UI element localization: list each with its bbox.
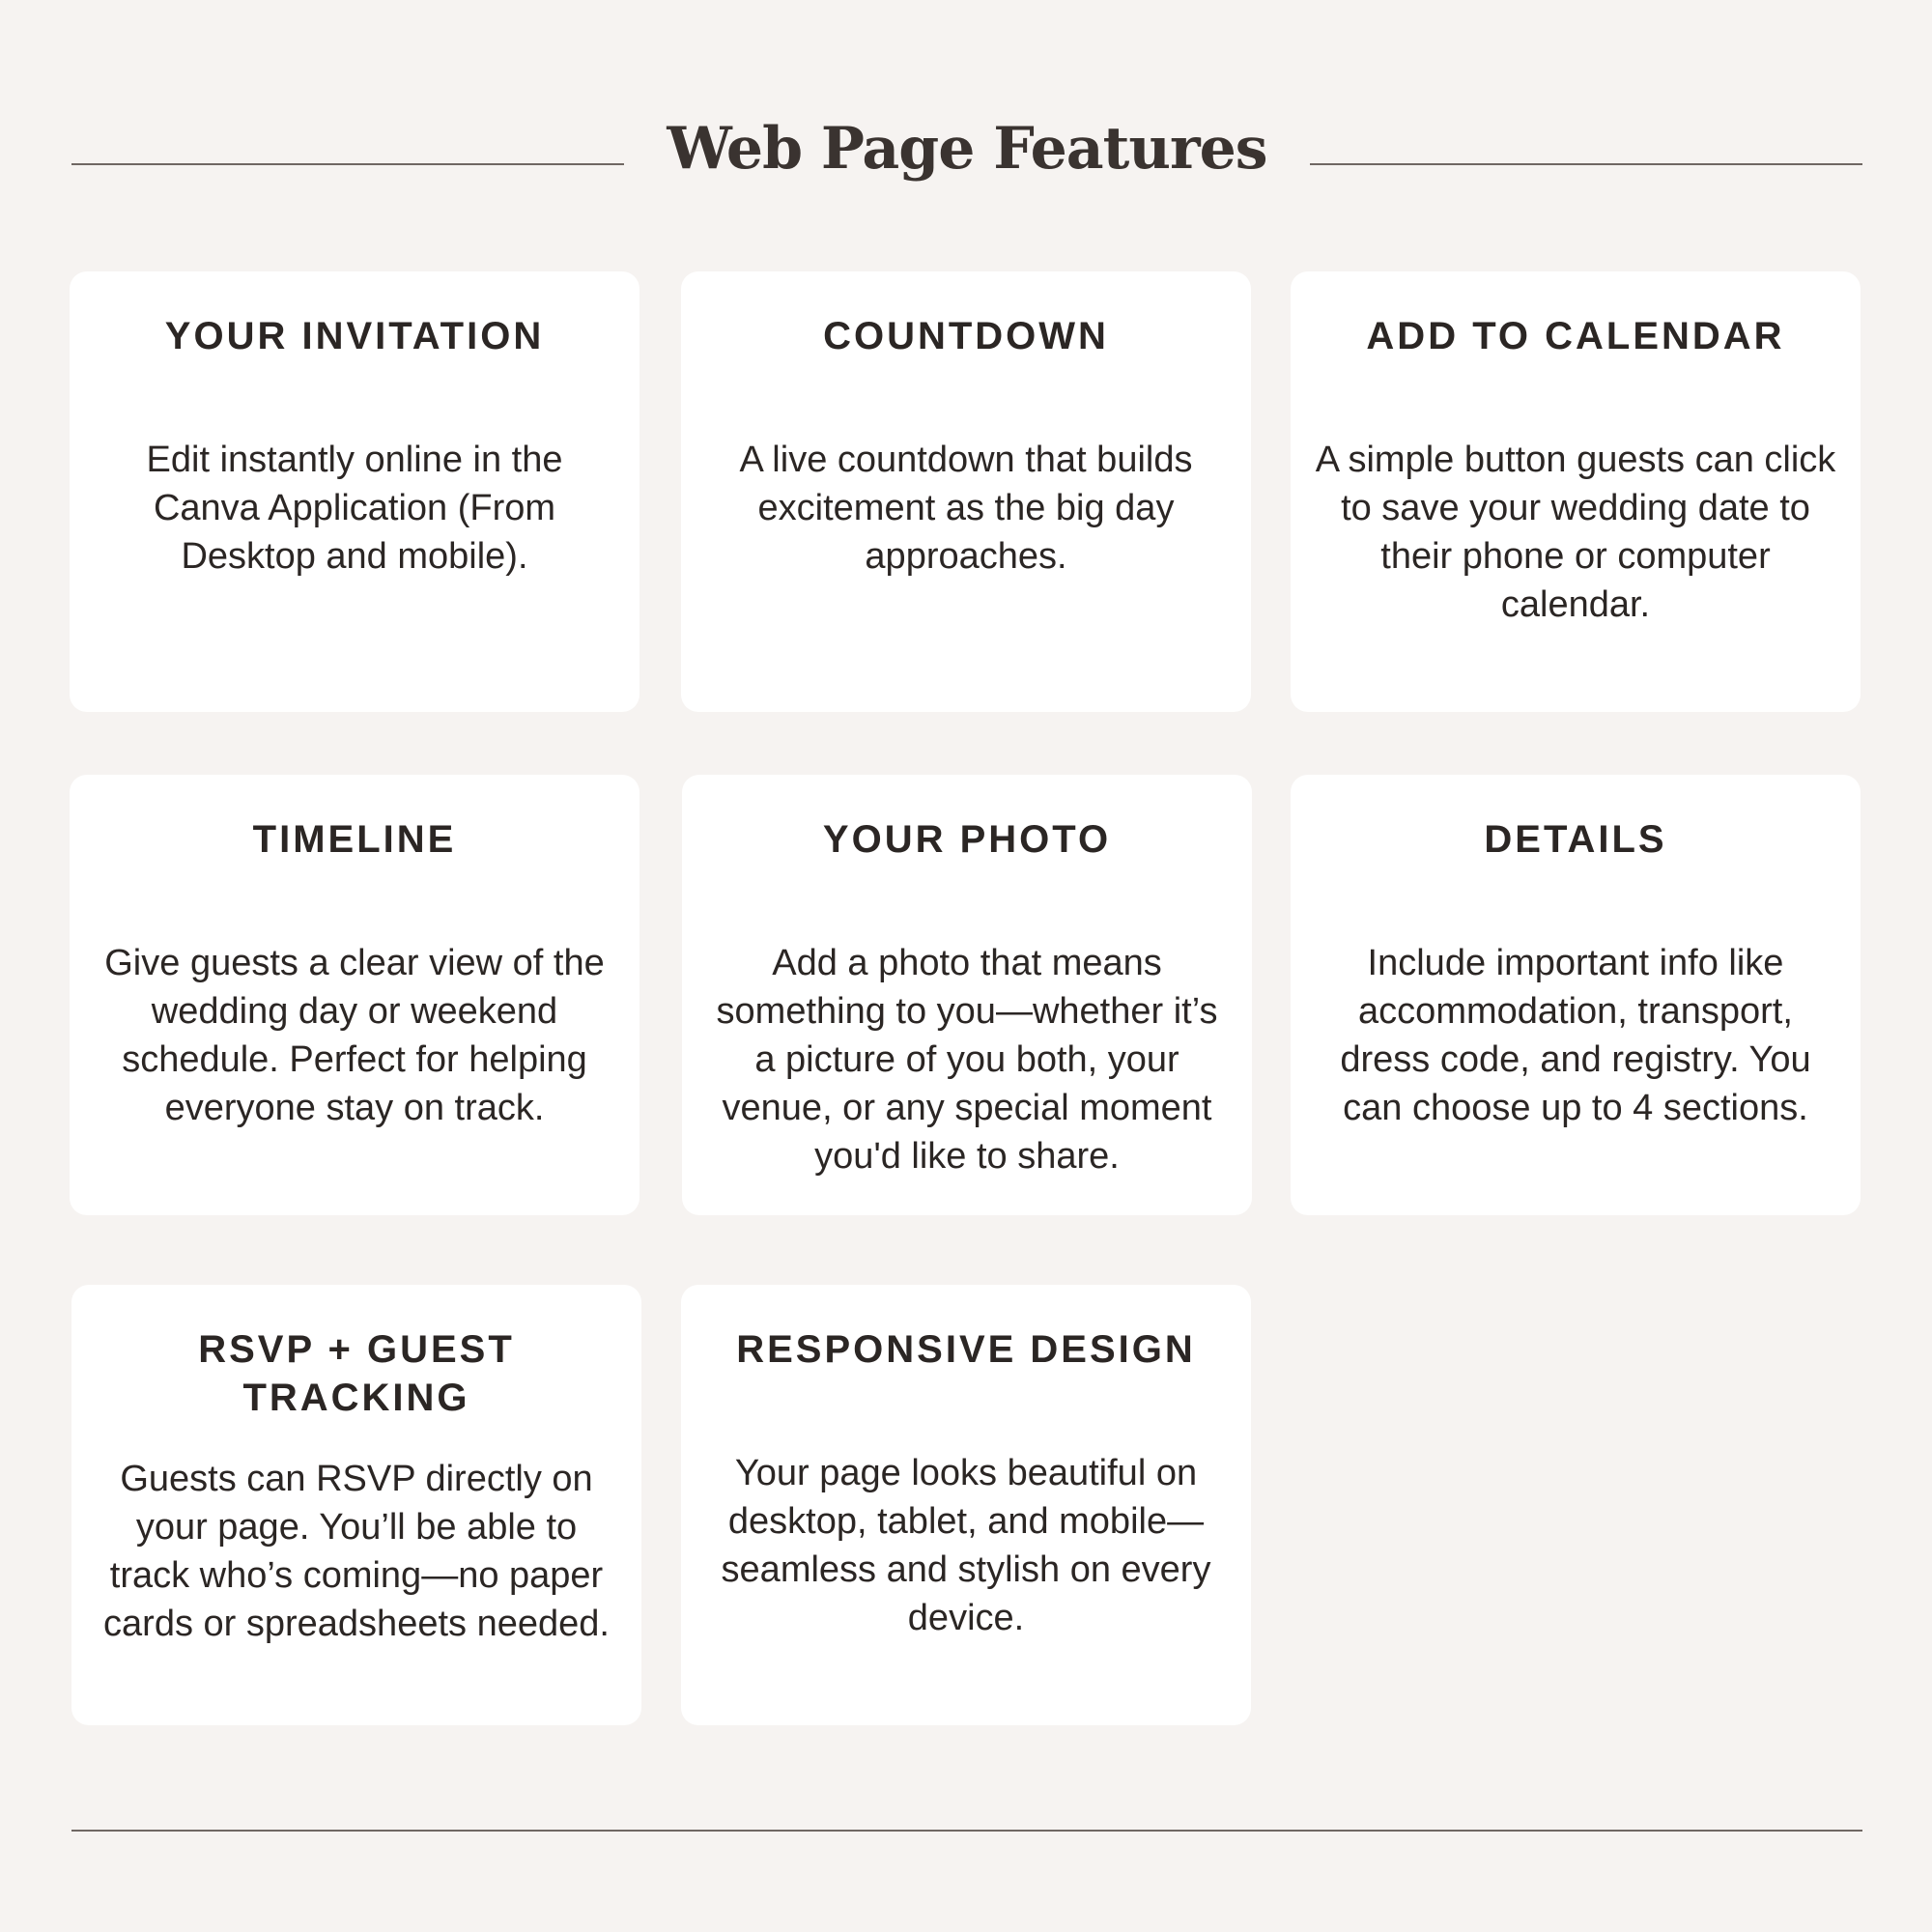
- feature-description: Give guests a clear view of the wedding day or weekend schedule. Perfect for helping everyone stay on track.: [104, 943, 605, 1128]
- feature-card-timeline: [70, 775, 639, 1215]
- header-divider-left: [71, 163, 624, 165]
- feature-card-rsvp-guest-tracking: [71, 1285, 641, 1725]
- feature-title: RSVP + GUEST TRACKING: [198, 1328, 515, 1419]
- feature-card-responsive-design: [681, 1285, 1251, 1725]
- feature-card-details: [1291, 775, 1861, 1215]
- footer-divider: [71, 1830, 1862, 1832]
- page-title: Web Page Features: [667, 115, 1267, 183]
- feature-title: ADD TO CALENDAR: [1366, 315, 1785, 357]
- feature-card-your-invitation: [70, 271, 639, 712]
- feature-title: YOUR INVITATION: [164, 315, 545, 357]
- feature-description: Add a photo that means something to you—whether it’s a picture of you both, your venue, or any special moment you'd like to share.: [716, 943, 1218, 1177]
- feature-description: Guests can RSVP directly on your page. You’ll be able to track who’s coming—no paper cards or spreadsheets needed.: [103, 1459, 610, 1644]
- feature-title: YOUR PHOTO: [822, 818, 1112, 861]
- feature-description: A simple button guests can click to save your wedding date to their phone or computer calendar.: [1315, 440, 1836, 625]
- header-divider-right: [1310, 163, 1862, 165]
- feature-title: RESPONSIVE DESIGN: [736, 1328, 1196, 1371]
- feature-description: Your page looks beautiful on desktop, tablet, and mobile—seamless and stylish on every device.: [721, 1453, 1211, 1638]
- feature-description: A live countdown that builds excitement as the big day approaches.: [739, 440, 1193, 577]
- feature-title: DETAILS: [1484, 818, 1667, 861]
- feature-card-your-photo: [682, 775, 1252, 1215]
- feature-description: Edit instantly online in the Canva Application (From Desktop and mobile).: [146, 440, 563, 577]
- feature-card-add-to-calendar: [1291, 271, 1861, 712]
- feature-title: TIMELINE: [252, 818, 457, 861]
- feature-card-countdown: [681, 271, 1251, 712]
- feature-title: COUNTDOWN: [823, 315, 1109, 357]
- feature-description: Include important info like accommodation, transport, dress code, and registry. You can choose up to 4 sections.: [1340, 943, 1811, 1128]
